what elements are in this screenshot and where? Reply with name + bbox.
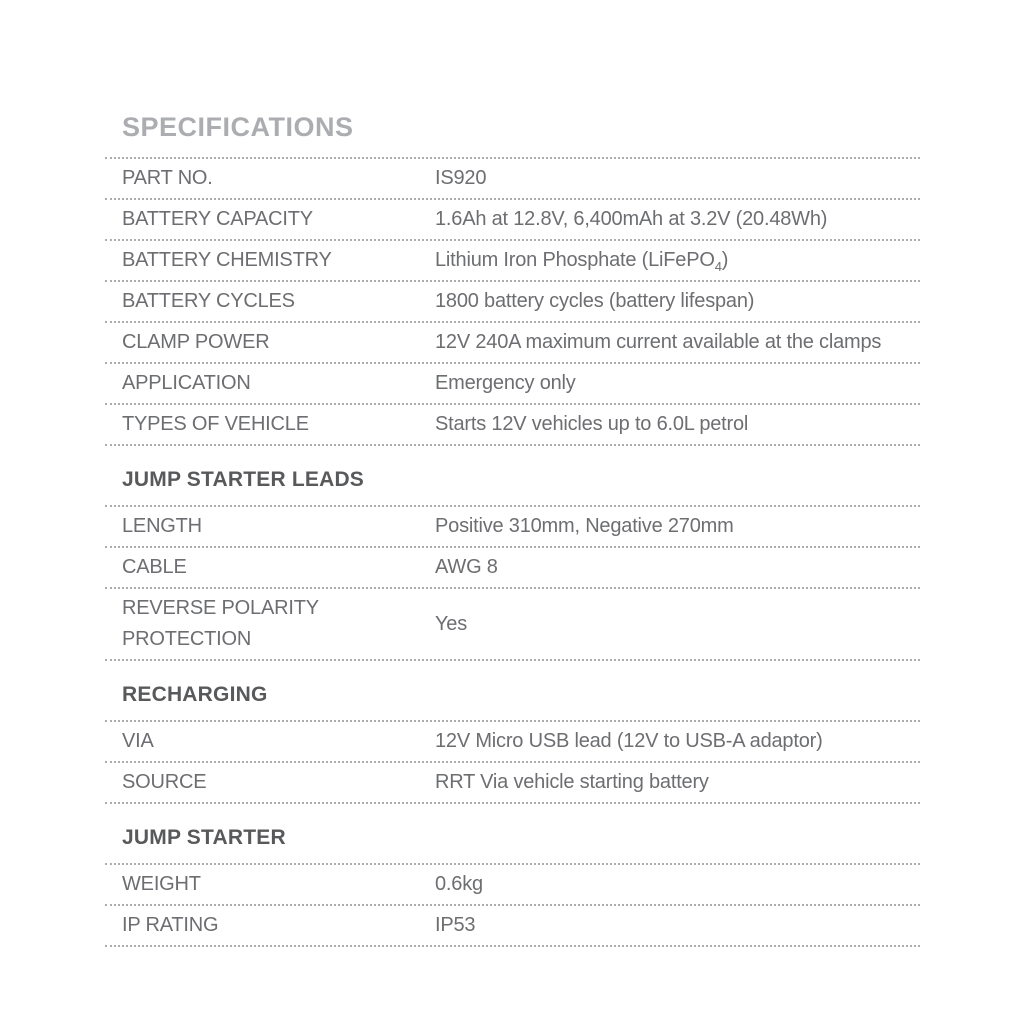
spec-label: CLAMP POWER [122, 331, 270, 353]
spec-row-battery-cycles [105, 282, 920, 321]
spec-row-weight [105, 865, 920, 904]
spec-value: 0.6kg [435, 873, 483, 895]
spec-row-source [105, 763, 920, 802]
spec-value-text: Lithium Iron Phosphate (LiFePO [435, 249, 715, 271]
spec-value: IS920 [435, 167, 487, 189]
divider [105, 659, 920, 661]
spec-label: LENGTH [122, 515, 202, 537]
spec-row-length [105, 507, 920, 546]
section-heading-jump-starter: JUMP STARTER [122, 826, 286, 849]
spec-label: APPLICATION [122, 372, 251, 394]
divider [105, 945, 920, 947]
spec-label: PART NO. [122, 167, 213, 189]
spec-label: SOURCE [122, 771, 207, 793]
spec-value: IP53 [435, 914, 476, 936]
spec-value: 1800 battery cycles (battery lifespan) [435, 290, 755, 312]
spec-label: VIA [122, 730, 154, 752]
spec-label: TYPES OF VEHICLE [122, 413, 309, 435]
spec-value: 1.6Ah at 12.8V, 6,400mAh at 3.2V (20.48Wh) [435, 208, 828, 230]
spec-label: BATTERY CAPACITY [122, 208, 313, 230]
spec-label: IP RATING [122, 914, 219, 936]
spec-value: Positive 310mm, Negative 270mm [435, 515, 734, 537]
spec-row-via [105, 722, 920, 761]
page-title: SPECIFICATIONS [122, 112, 354, 142]
section-heading-recharging: RECHARGING [122, 683, 268, 706]
spec-label: REVERSE POLARITY PROTECTION [122, 597, 319, 650]
divider [105, 444, 920, 446]
spec-value: Starts 12V vehicles up to 6.0L petrol [435, 413, 749, 435]
spec-label: BATTERY CYCLES [122, 290, 295, 312]
spec-label: WEIGHT [122, 873, 201, 895]
spec-row-battery-chemistry [105, 241, 920, 280]
spec-value [435, 245, 900, 276]
divider [105, 802, 920, 804]
spec-sheet [105, 112, 920, 947]
spec-row-cable [105, 548, 920, 587]
spec-value: Emergency only [435, 372, 576, 394]
spec-row-types-of-vehicle [105, 405, 920, 444]
spec-row-application [105, 364, 920, 403]
spec-row-battery-capacity [105, 200, 920, 239]
chemical-subscript: 4 [714, 259, 722, 274]
spec-value: AWG 8 [435, 556, 498, 578]
spec-row-reverse-polarity-protection [105, 589, 920, 659]
spec-row-ip-rating [105, 906, 920, 945]
spec-row-part-no [105, 159, 920, 198]
spec-value: 12V Micro USB lead (12V to USB-A adaptor) [435, 730, 823, 752]
spec-value: 12V 240A maximum current available at the clamps [435, 331, 882, 353]
section-heading-jump-starter-leads: JUMP STARTER LEADS [122, 468, 365, 491]
spec-label: BATTERY CHEMISTRY [122, 249, 332, 271]
spec-value: RRT Via vehicle starting battery [435, 771, 709, 793]
spec-row-clamp-power [105, 323, 920, 362]
spec-value-text: ) [721, 249, 729, 271]
spec-label: CABLE [122, 556, 187, 578]
spec-value: Yes [435, 612, 468, 635]
